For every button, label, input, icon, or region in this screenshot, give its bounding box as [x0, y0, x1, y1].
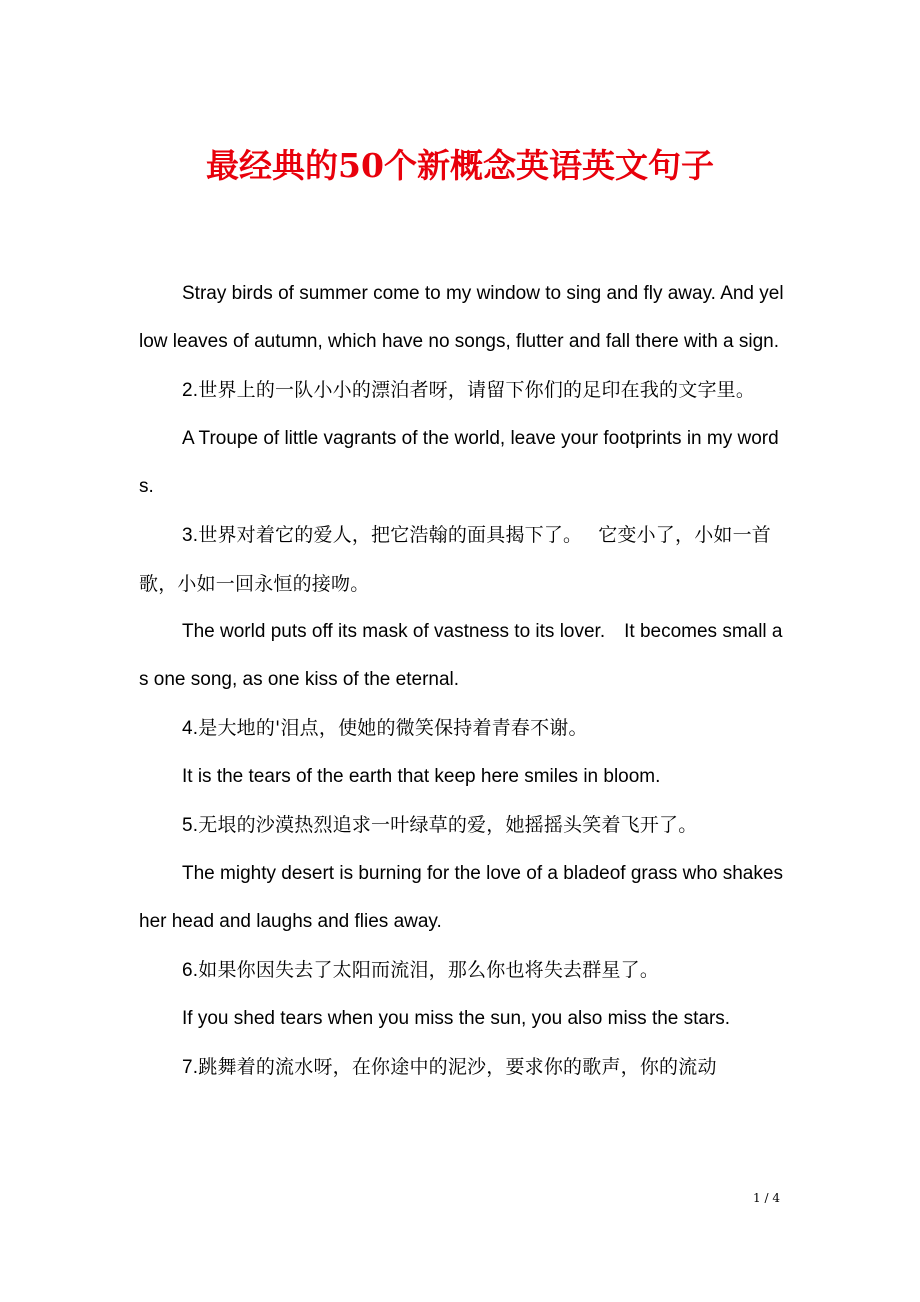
paragraph-text: A Troupe of little vagrants of the world, leave your footprints in my words.: [139, 428, 779, 497]
paragraph-number: 6.: [182, 960, 199, 981]
paragraph-text: It is the tears of the earth that keep here smiles in bloom.: [182, 766, 661, 787]
paragraph-text: The mighty desert is burning for the love of a bladeof grass who shakes her head and laughs and flies away.: [139, 863, 783, 932]
paragraph-text: 世界对着它的爱人，把它浩翰的面具揭下了。 它变小了，小如一首歌，小如一回永恒的接吻。: [139, 524, 771, 595]
paragraph-text: If you shed tears when you miss the sun, you also miss the stars.: [182, 1008, 731, 1029]
paragraph-2-chinese: [139, 366, 785, 415]
paragraph-1-english: [139, 270, 785, 366]
paragraph-2-english: [139, 415, 785, 511]
paragraph-number: 2.: [182, 380, 199, 401]
paragraph-text: Stray birds of summer come to my window to sing and fly away. And yellow leaves of autumn, which have no songs, flutter and fall there with a sign.: [139, 283, 784, 352]
document-title: 最经典的50个新概念英语英文句子: [206, 146, 714, 185]
paragraph-5-english: [139, 850, 785, 946]
paragraph-text: 如果你因失去了太阳而流泪，那么你也将失去群星了。: [198, 959, 660, 981]
paragraph-number: 7.: [182, 1057, 199, 1078]
paragraph-text: 世界上的一队小小的漂泊者呀，请留下你们的足印在我的文字里。: [198, 379, 756, 401]
paragraph-text: 跳舞着的流水呀，在你途中的泥沙，要求你的歌声，你的流动: [198, 1056, 717, 1078]
paragraph-4-chinese: [139, 704, 785, 753]
paragraph-number: 4.: [182, 718, 199, 739]
paragraph-4-english: [139, 753, 785, 801]
paragraph-6-english: [139, 995, 785, 1043]
paragraph-5-chinese: [139, 801, 785, 850]
paragraph-text: The world puts off its mask of vastness to its lover. It becomes small as one song, as one kiss of the eternal.: [139, 621, 783, 690]
paragraph-7-chinese: [139, 1043, 785, 1092]
paragraph-6-chinese: [139, 946, 785, 995]
paragraph-3-english: [139, 608, 785, 704]
paragraph-3-chinese: [139, 511, 785, 608]
paragraph-text: 无垠的沙漠热烈追求一叶绿草的爱，她摇摇头笑着飞开了。: [198, 814, 698, 836]
paragraph-number: 5.: [182, 815, 199, 836]
page-number: 1 / 4: [753, 1191, 780, 1205]
paragraph-number: 3.: [182, 525, 199, 546]
paragraph-text: 是大地的'泪点，使她的微笑保持着青春不谢。: [198, 717, 588, 739]
document-body: [139, 270, 785, 1092]
